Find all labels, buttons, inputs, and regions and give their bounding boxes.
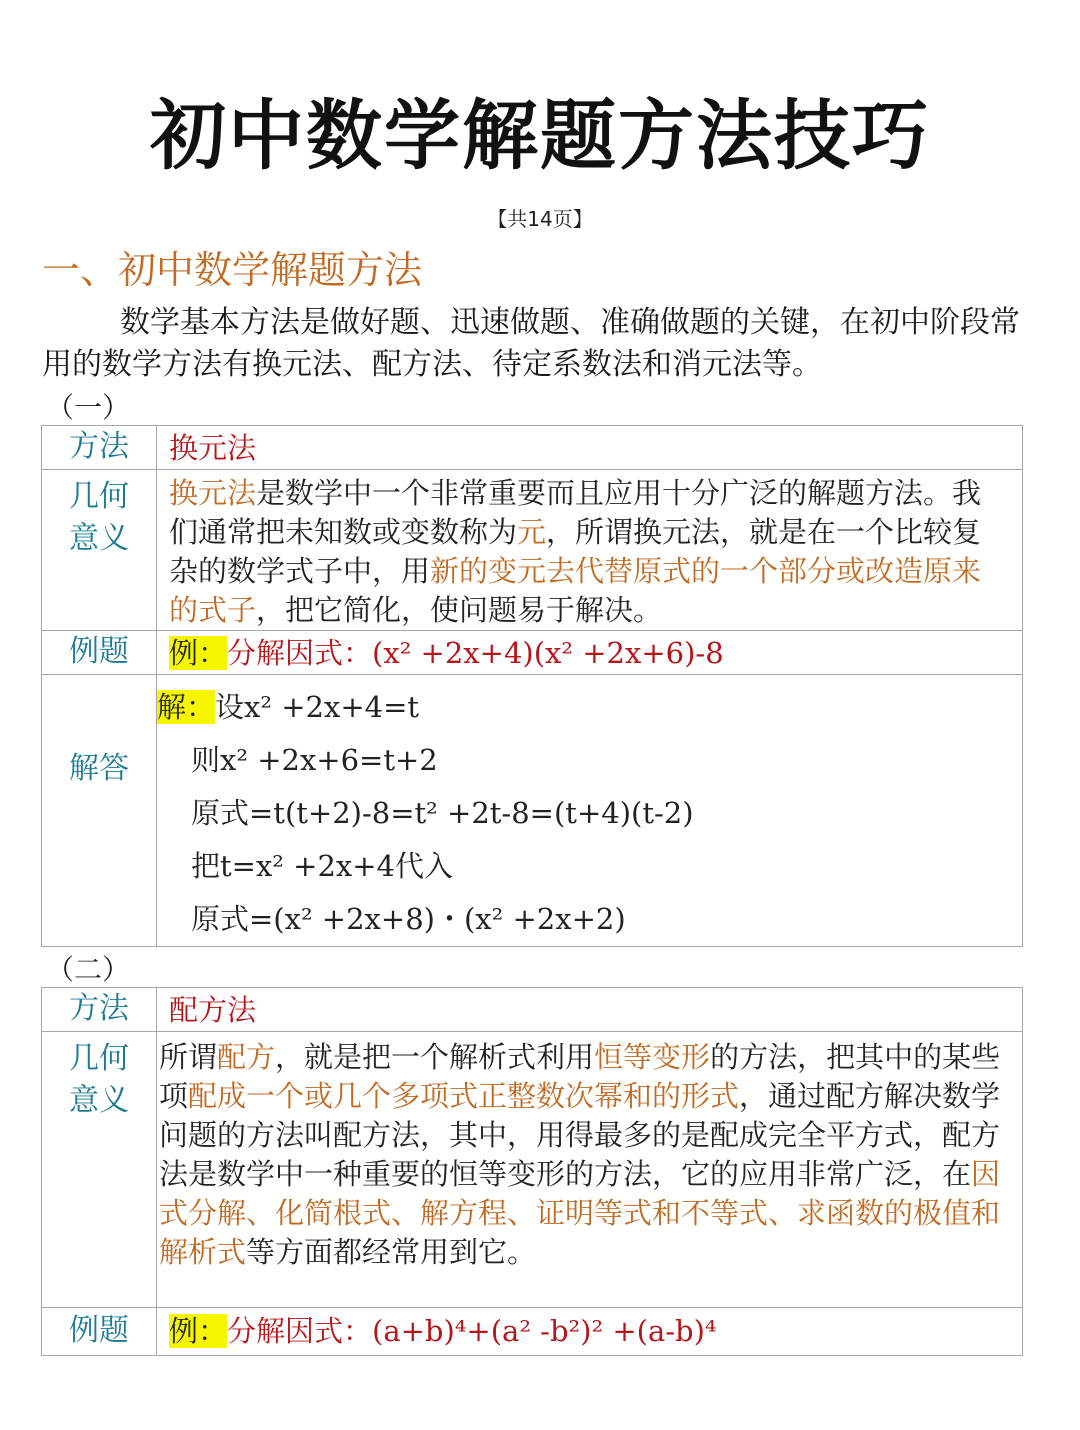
part-label-2: （二） [46,953,131,986]
page-count-note: 【共14页】 [487,207,593,231]
highlight-term: 配方 [217,1040,276,1074]
row-label-method: 方法 [42,426,157,470]
row-label-example: 例题 [42,1308,157,1356]
text-run: 等方面都经常用到它。 [246,1235,537,1269]
row-label-meaning-2: 意义 [69,1083,129,1118]
answer-line-text: 设x² +2x+4=t [215,690,420,724]
text-run: ，所谓换元法，就是在一个比较复杂的数学式子中，用 [169,515,982,588]
method-table-1 [41,425,1023,947]
example-text [157,631,1023,675]
highlight-term: 因式分解、化简根式、解方程、证明等式和不等式、求函数的极值和解析式 [159,1157,1001,1269]
answer-block [157,675,1023,947]
answer-line [157,681,1012,734]
table-row [42,470,1023,631]
example-formula: (a+b)⁴+(a² -b²)² +(a-b)⁴ [372,1314,717,1348]
text-run: ，就是把一个解析式利用 [275,1040,595,1074]
text-run: 的方法，把其中的某些项 [159,1040,1001,1113]
row-label-meaning [42,470,157,631]
method-name [157,988,1023,1032]
row-label-meaning [42,1032,157,1308]
section-heading: 一、初中数学解题方法 [42,248,423,292]
example-text [157,1308,1023,1356]
answer-line: 原式=(x² +2x+8)・(x² +2x+2) [191,902,626,936]
method-name [157,426,1023,470]
highlight-term: 元 [517,515,547,549]
part-label-1: （一） [46,391,131,424]
table-row [42,1032,1023,1308]
highlight-term: 配成一个或几个多项式正整数次幂和的形式 [188,1079,740,1113]
answer-prefix: 解： [157,690,216,724]
highlight-term: 恒等变形 [594,1040,711,1074]
text-run: ，把它简化，使问题易于解决。 [256,593,663,627]
answer-line: 原式=t(t+2)-8=t² +2t-8=(t+4)(t-2) [191,796,694,830]
example-instruction: 分解因式： [227,1314,373,1348]
intro-paragraph [42,302,1022,386]
meaning-text [157,470,1023,631]
row-label-meaning-2: 意义 [69,521,129,556]
table-row [42,675,1023,947]
example-prefix: 例： [169,1314,228,1348]
example-instruction: 分解因式： [227,636,373,670]
text-run: 是数学中一个非常重要而且应用十分广泛的解题方法。我们通常把未知数或变数称为 [169,476,982,549]
table-row [42,1308,1023,1356]
row-label-example: 例题 [42,631,157,675]
table-row [42,631,1023,675]
answer-line: 则x² +2x+6=t+2 [191,743,438,777]
method-name-text: 换元法 [169,431,257,465]
method-table-2 [41,987,1023,1356]
text-run: 所谓 [159,1040,218,1074]
intro-text: 数学基本方法是做好题、迅速做题、准确做题的关键，在初中阶段常用的数学方法有换元法、配方法、待定系数法和消元法等。 [42,305,1020,382]
table-row [42,988,1023,1032]
highlight-term: 换元法 [169,476,257,510]
row-label-meaning-1: 几何 [69,1041,129,1076]
table-row [42,426,1023,470]
method-name-text: 配方法 [169,993,257,1027]
meaning-text [157,1032,1023,1308]
answer-line: 把t=x² +2x+4代入 [191,849,454,883]
page-title: 初中数学解题方法技巧 [150,91,930,180]
highlight-term: 新的变元去代替原式的一个部分或改造原来的式子 [169,554,982,627]
row-label-answer: 解答 [42,675,157,947]
row-label-method: 方法 [42,988,157,1032]
example-prefix: 例： [169,636,228,670]
example-formula: (x² +2x+4)(x² +2x+6)-8 [372,636,724,670]
row-label-meaning-1: 几何 [69,479,129,514]
text-run: ，通过配方解决数学问题的方法叫配方法，其中，用得最多的是配成完全平方式，配方法是数学中一种重要的恒等变形的方法，它的应用非常广泛，在 [159,1079,1001,1191]
